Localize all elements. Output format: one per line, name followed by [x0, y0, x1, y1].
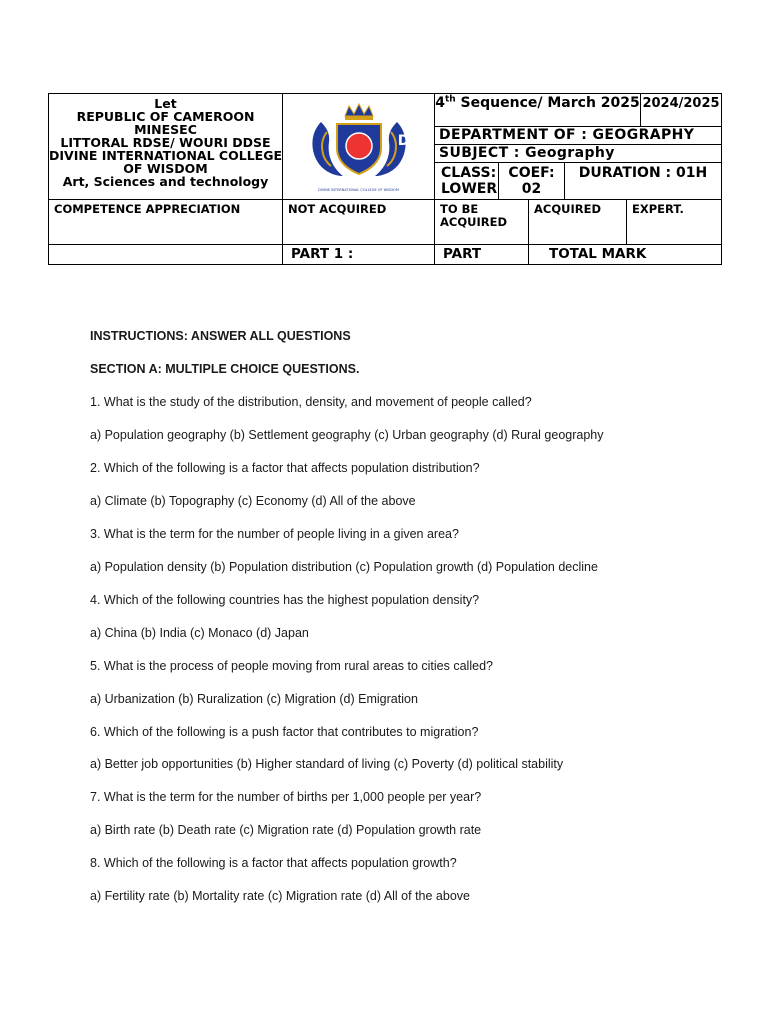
school-line: DIVINE INTERNATIONAL COLLEGE — [49, 148, 282, 163]
question-6: 6. Which of the following is a push factor that contributes to migration? — [90, 725, 479, 739]
school-line: REPUBLIC OF CAMEROON — [76, 109, 255, 124]
school-year: 2024/2025 — [641, 94, 722, 127]
school-line: Art, Sciences and technology — [62, 174, 269, 189]
competence-acquired: ACQUIRED — [529, 200, 627, 245]
school-line: OF WISDOM — [123, 161, 208, 176]
answer-options-6: a) Better job opportunities (b) Higher standard of living (c) Poverty (d) political stability — [90, 757, 564, 771]
subject-label: SUBJECT : Geography — [435, 145, 722, 163]
competence-not-acquired: NOT ACQUIRED — [283, 200, 435, 245]
question-7: 7. What is the term for the number of births per 1,000 people per year? — [90, 790, 482, 804]
total-mark: TOTAL MARK — [529, 245, 722, 265]
duration-label: DURATION : 01H — [565, 163, 722, 200]
exam-header-table — [48, 93, 722, 265]
logo-cell — [283, 94, 435, 200]
answer-options-3: a) Population density (b) Population distribution (c) Population growth (d) Population decline — [90, 560, 598, 574]
question-4: 4. Which of the following countries has the highest population density? — [90, 593, 480, 607]
question-8: 8. Which of the following is a factor that affects population growth? — [90, 856, 457, 870]
competence-to-be-acquired: TO BE ACQUIRED — [435, 200, 529, 245]
marks-blank — [49, 245, 283, 265]
answer-options-7: a) Birth rate (b) Death rate (c) Migration rate (d) Population growth rate — [90, 823, 482, 837]
answer-options-1: a) Population geography (b) Settlement geography (c) Urban geography (d) Rural geography — [90, 428, 604, 442]
question-5: 5. What is the process of people moving from rural areas to cities called? — [90, 659, 493, 673]
part1-mark: PART 1 : — [283, 245, 435, 265]
coef-label: COEF: 02 — [499, 163, 565, 200]
school-info-cell — [49, 94, 283, 200]
question-2: 2. Which of the following is a factor that affects population distribution? — [90, 461, 480, 475]
competence-label: COMPETENCE APPRECIATION — [49, 200, 283, 245]
crest-letter: D — [397, 132, 410, 149]
part2-mark: PART — [435, 245, 529, 265]
department-label: DEPARTMENT OF : GEOGRAPHY — [435, 127, 722, 145]
section-a-heading: SECTION A: MULTIPLE CHOICE QUESTIONS. — [90, 362, 360, 376]
question-1: 1. What is the study of the distribution, density, and movement of people called? — [90, 395, 532, 409]
answer-options-8: a) Fertility rate (b) Mortality rate (c) Migration rate (d) All of the above — [90, 889, 470, 903]
school-line: MINESEC — [134, 122, 197, 137]
school-line: Let — [154, 96, 177, 111]
crest-caption: DIVINE INTERNATIONAL COLLEGE OF WISDOM — [318, 187, 399, 192]
school-line: LITTORAL RDSE/ WOURI DDSE — [60, 135, 271, 150]
answer-options-4: a) China (b) India (c) Monaco (d) Japan — [90, 626, 309, 640]
instructions: INSTRUCTIONS: ANSWER ALL QUESTIONS — [90, 329, 351, 343]
question-3: 3. What is the term for the number of people living in a given area? — [90, 527, 459, 541]
competence-expert: EXPERT. — [627, 200, 722, 245]
answer-options-5: a) Urbanization (b) Ruralization (c) Migration (d) Emigration — [90, 692, 418, 706]
class-label: CLASS: LOWER — [435, 163, 499, 200]
answer-options-2: a) Climate (b) Topography (c) Economy (d) All of the above — [90, 494, 416, 508]
sequence-title: 4th Sequence/ March 2025 — [435, 94, 641, 127]
